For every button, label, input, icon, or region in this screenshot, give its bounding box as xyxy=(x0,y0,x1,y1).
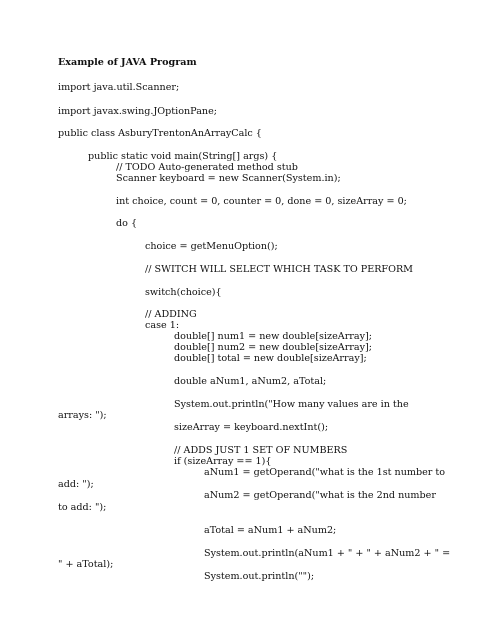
code-line: public static void main(String[] args) { xyxy=(88,151,278,162)
code-line: case 1: xyxy=(145,320,180,331)
code-line: import java.util.Scanner; xyxy=(58,82,180,93)
code-line: System.out.println(aNum1 + " + " + aNum2 + " = xyxy=(204,548,451,559)
code-line: // SWITCH WILL SELECT WHICH TASK TO PERFORM xyxy=(145,264,414,275)
code-line: double[] total = new double[sizeArray]; xyxy=(174,353,367,364)
code-line: do { xyxy=(116,218,138,229)
code-line: aNum1 = getOperand("what is the 1st number to xyxy=(204,467,446,478)
document-title: Example of JAVA Program xyxy=(58,57,197,68)
code-line: double[] num2 = new double[sizeArray]; xyxy=(174,342,372,353)
code-line: Scanner keyboard = new Scanner(System.in); xyxy=(116,173,341,184)
code-line: aTotal = aNum1 + aNum2; xyxy=(204,525,337,536)
code-line: double[] num1 = new double[sizeArray]; xyxy=(174,331,372,342)
code-line: " + aTotal); xyxy=(58,559,114,570)
code-line: public class AsburyTrentonAnArrayCalc { xyxy=(58,128,262,139)
code-line: // ADDS JUST 1 SET OF NUMBERS xyxy=(174,445,348,456)
code-line: switch(choice){ xyxy=(145,287,222,298)
code-line: // ADDING xyxy=(145,309,197,320)
code-line: sizeArray = keyboard.nextInt(); xyxy=(174,422,329,433)
code-line: add: "); xyxy=(58,479,94,490)
code-line: to add: "); xyxy=(58,502,107,513)
code-line: import javax.swing.JOptionPane; xyxy=(58,106,218,117)
code-line: // TODO Auto-generated method stub xyxy=(116,162,298,173)
code-line: double aNum1, aNum2, aTotal; xyxy=(174,376,327,387)
code-line: arrays: "); xyxy=(58,410,107,421)
code-line: System.out.println("How many values are in the xyxy=(174,399,409,410)
code-line: if (sizeArray == 1){ xyxy=(174,456,272,467)
code-line: aNum2 = getOperand("what is the 2nd number xyxy=(204,490,436,501)
code-line: choice = getMenuOption(); xyxy=(145,241,278,252)
code-line: System.out.println(""); xyxy=(204,571,315,582)
code-line: int choice, count = 0, counter = 0, done = 0, sizeArray = 0; xyxy=(116,196,407,207)
